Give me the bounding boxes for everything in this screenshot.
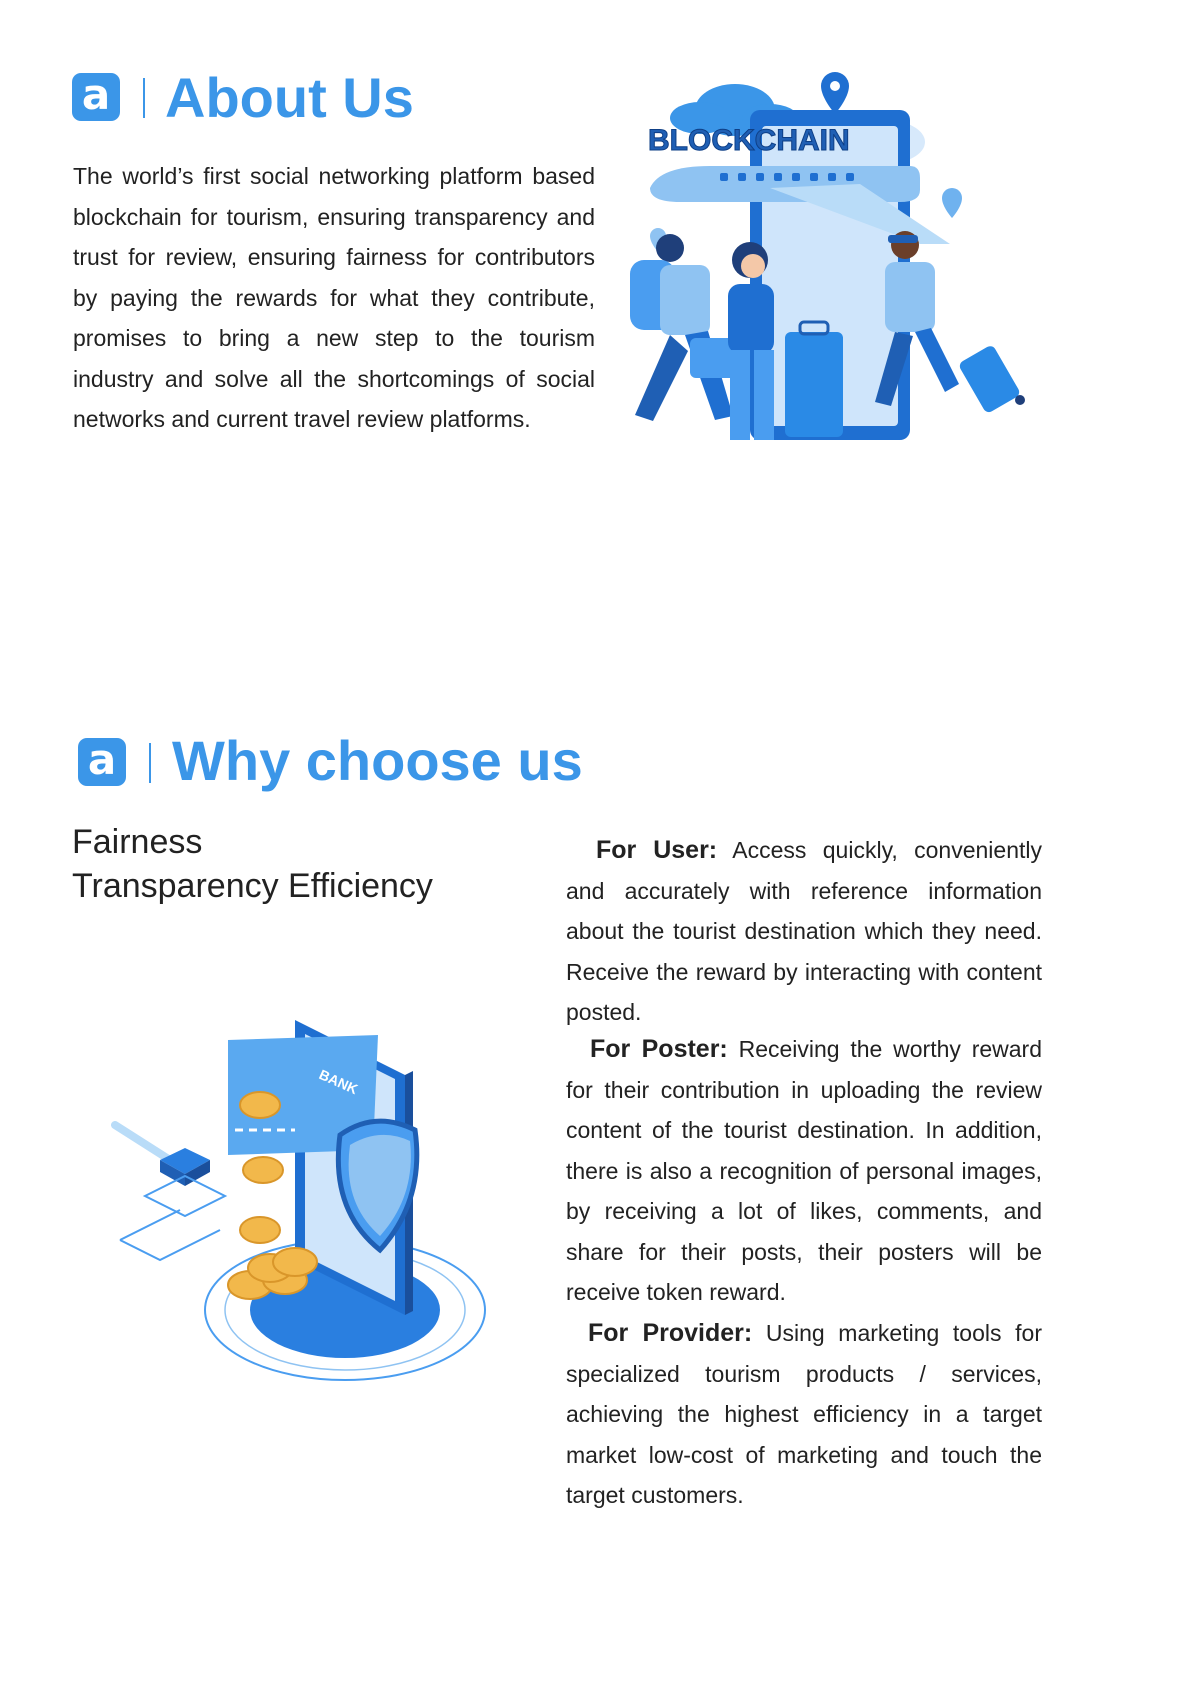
bank-label: BANK — [316, 1066, 361, 1098]
values-heading-line2: Transparency Efficiency — [72, 867, 433, 905]
values-heading-line1: Fairness — [72, 823, 203, 861]
location-pin-icon — [821, 72, 849, 114]
blockchain-label: BLOCKCHAIN — [648, 124, 850, 157]
benefit-provider-text: Using marketing tools for specialized tourism products / services, achieving the highest efficiency in a target market low-cost of marketing and touch the target customers. — [566, 1320, 1042, 1508]
why-title: Why choose us — [172, 729, 583, 792]
benefit-provider — [566, 1313, 1042, 1516]
benefit-provider-lead: For Provider: — [588, 1319, 753, 1347]
title-divider — [143, 78, 145, 118]
benefit-user-lead: For User: — [596, 836, 718, 864]
brand-logo-icon: a — [72, 73, 120, 121]
about-body: The world’s first social networking platform based blockchain for tourism, ensuring transparency and trust for review, ensuring fairness for contributors by paying the rewards for what they contribute, promises to bring a new step to the tourism industry and solve all the shortcomings of social networks and current travel review platforms. — [73, 163, 595, 432]
about-title: About Us — [165, 66, 414, 129]
benefit-poster — [566, 1029, 1042, 1313]
travel-blockchain-illustration — [630, 70, 1140, 490]
benefit-user-text: Access quickly, conveniently and accurately with reference information about the tourist destination which they need. Receive the reward by interacting with content posted. — [566, 837, 1042, 1025]
bank-security-illustration — [110, 1010, 500, 1400]
benefit-user — [566, 830, 1042, 1033]
benefit-poster-lead: For Poster: — [590, 1035, 728, 1063]
benefit-poster-text: Receiving the worthy reward for their contribution in uploading the review content of the tourist destination. In addition, there is also a recognition of personal images, by receiving a lot of likes, comments, and share for their posts, their posters will be receive token reward. — [566, 1036, 1042, 1305]
brand-logo-icon: a — [78, 738, 126, 786]
title-divider — [149, 743, 151, 783]
